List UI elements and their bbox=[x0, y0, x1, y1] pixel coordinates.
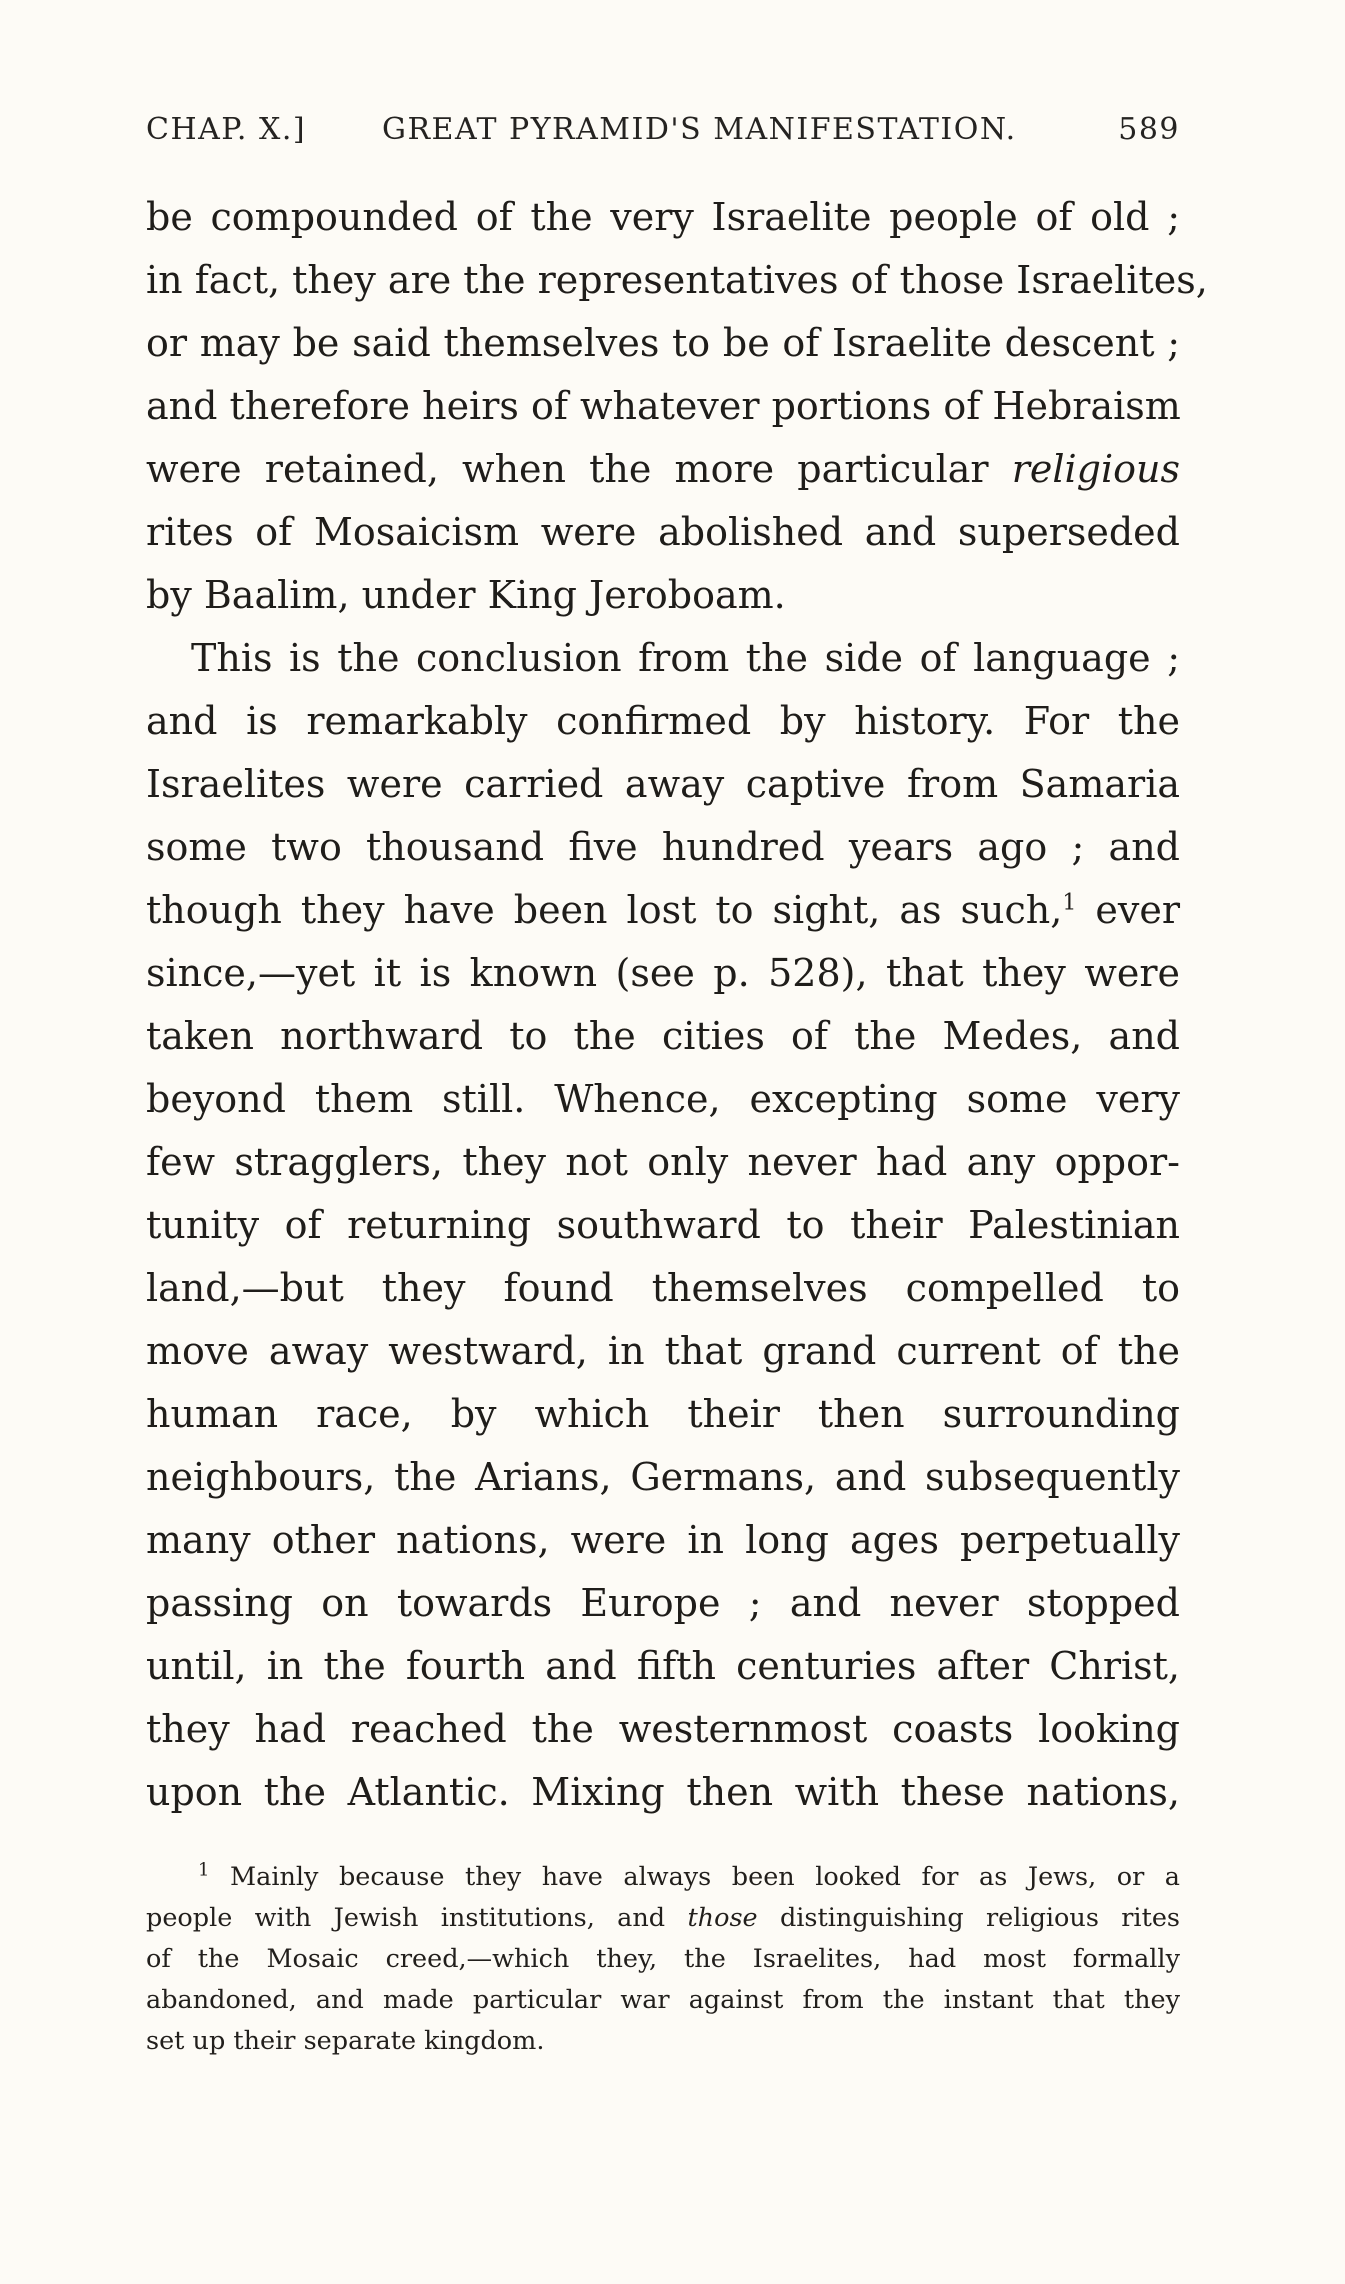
text-line: human race, by which their then surrounding bbox=[146, 1392, 1180, 1436]
body-text bbox=[146, 186, 1208, 1824]
text-line: many other nations, were in long ages perpetually bbox=[146, 1518, 1180, 1562]
text-line bbox=[146, 879, 1180, 942]
text-run: ever bbox=[1076, 888, 1180, 932]
footnote-line bbox=[146, 1857, 1180, 1898]
footnote-line: set up their separate kingdom. bbox=[146, 2026, 545, 2056]
footnote-marker: 1 bbox=[198, 1859, 210, 1881]
text-line: some two thousand five hundred years ago ; and bbox=[146, 825, 1180, 869]
text-line: or may be said themselves to be of Israelite descent ; bbox=[146, 321, 1180, 365]
running-head bbox=[146, 112, 1180, 160]
text-line: taken northward to the cities of the Medes, and bbox=[146, 1014, 1180, 1058]
text-line: be compounded of the very Israelite people of old ; bbox=[146, 195, 1180, 239]
footnote-line: of the Mosaic creed,—which they, the Israelites, had most formally bbox=[146, 1944, 1180, 1974]
text-run: people with Jewish institutions, and bbox=[146, 1903, 688, 1933]
footnote bbox=[146, 1857, 1180, 2062]
text-run: Mainly because they have always been looked for as Jews, or a bbox=[230, 1862, 1180, 1892]
text-line: tunity of returning southward to their Palestinian bbox=[146, 1203, 1180, 1247]
text-line: few stragglers, they not only never had any oppor- bbox=[146, 1140, 1180, 1184]
text-line: land,—but they found themselves compelled to bbox=[146, 1266, 1180, 1310]
text-line bbox=[146, 438, 1180, 501]
text-line: until, in the fourth and fifth centuries after Christ, bbox=[146, 1644, 1180, 1688]
text-line: upon the Atlantic. Mixing then with these nations, bbox=[146, 1770, 1180, 1814]
chapter-label: CHAP. X.] bbox=[146, 112, 307, 147]
text-line: neighbours, the Arians, Germans, and subsequently bbox=[146, 1455, 1180, 1499]
page-number: 589 bbox=[1118, 112, 1180, 147]
text-run: were retained, when the more particular bbox=[146, 447, 1012, 491]
text-line: move away westward, in that grand current of the bbox=[146, 1329, 1180, 1373]
text-line: by Baalim, under King Jeroboam. bbox=[146, 573, 786, 617]
text-line: in fact, they are the representatives of those Israelites, bbox=[146, 258, 1208, 302]
text-run: though they have been lost to sight, as such, bbox=[146, 888, 1063, 932]
text-line: and is remarkably confirmed by history. For the bbox=[146, 699, 1180, 743]
text-line: they had reached the westernmost coasts looking bbox=[146, 1707, 1180, 1751]
text-line: Israelites were carried away captive from Samaria bbox=[146, 762, 1180, 806]
chapter-title: GREAT PYRAMID'S MANIFESTATION. bbox=[382, 112, 1017, 147]
text-line: This is the conclusion from the side of language ; bbox=[191, 636, 1180, 680]
text-run: distinguishing religious rites bbox=[757, 1903, 1180, 1933]
italic-word: those bbox=[687, 1903, 758, 1933]
footnote-reference: 1 bbox=[1062, 890, 1077, 916]
text-line: rites of Mosaicism were abolished and superseded bbox=[146, 510, 1180, 554]
footnote-line bbox=[146, 1898, 1180, 1939]
text-line: and therefore heirs of whatever portions of Hebraism bbox=[146, 384, 1181, 428]
footnote-line: abandoned, and made particular war against from the instant that they bbox=[146, 1985, 1180, 2015]
text-line: beyond them still. Whence, excepting some very bbox=[146, 1077, 1180, 1121]
text-line: since,—yet it is known (see p. 528), that they were bbox=[146, 951, 1180, 995]
italic-word: religious bbox=[1011, 447, 1180, 491]
text-line: passing on towards Europe ; and never stopped bbox=[146, 1581, 1180, 1625]
